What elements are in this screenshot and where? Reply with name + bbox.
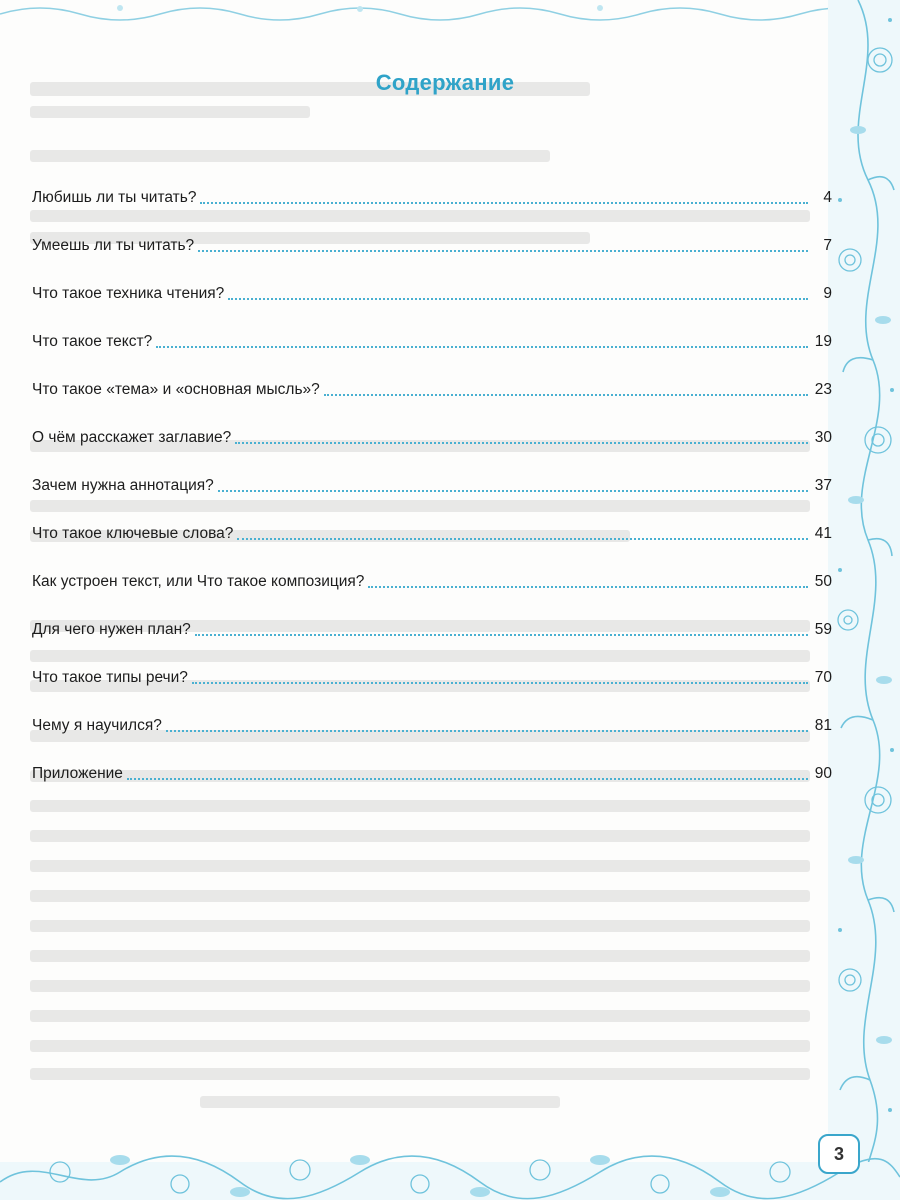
dot-leader [127, 778, 808, 780]
dot-leader [192, 682, 808, 684]
toc-entry [32, 640, 832, 688]
toc-entry [32, 208, 832, 256]
toc-entry-title: Что такое текст? [32, 333, 153, 350]
toc-entry-page: 37 [814, 477, 832, 494]
dot-leader [198, 250, 808, 252]
dot-leader [237, 538, 808, 540]
toc-entry [32, 256, 832, 304]
page-title: Содержание [375, 70, 515, 95]
toc-entry-title: Для чего нужен план? [32, 621, 191, 638]
toc-entry-page: 41 [814, 525, 832, 542]
toc-entry-title: О чём расскажет заглавие? [32, 429, 232, 446]
toc-entry-page: 9 [823, 285, 832, 302]
toc-entry [32, 688, 832, 736]
dot-leader [324, 394, 808, 396]
dot-leader [235, 442, 808, 444]
dot-leader [195, 634, 808, 636]
toc-entry [32, 352, 832, 400]
toc-entry [32, 304, 832, 352]
toc-entry-title: Что такое «тема» и «основная мысль»? [32, 381, 320, 398]
toc-entry-page: 30 [814, 429, 832, 446]
toc-entry-title: Любишь ли ты читать? [32, 189, 197, 206]
toc-entry-page: 90 [814, 765, 832, 782]
floral-ornament-top [0, 0, 900, 22]
toc-entry-title: Что такое типы речи? [32, 669, 188, 686]
dot-leader [368, 586, 808, 588]
dot-leader [200, 202, 808, 204]
floral-ornament-bottom [0, 1122, 900, 1200]
dot-leader [156, 346, 808, 348]
dot-leader [228, 298, 808, 300]
toc-entry [32, 736, 832, 784]
page-number: 3 [833, 1143, 844, 1164]
toc-entry-title: Умеешь ли ты читать? [32, 237, 195, 254]
toc-entry-page: 7 [823, 237, 832, 254]
toc-entry-title: Чему я научился? [32, 717, 162, 734]
toc-entry [32, 448, 832, 496]
toc-entry-title: Что такое техника чтения? [32, 285, 225, 302]
toc-entry-title: Как устроен текст, или Что такое композиция? [32, 573, 365, 590]
page-number-badge [818, 1134, 860, 1174]
dot-leader [166, 730, 808, 732]
toc-entry-page: 50 [814, 573, 832, 590]
toc-entry-title: Зачем нужна аннотация? [32, 477, 214, 494]
table-of-contents [32, 160, 832, 784]
toc-entry-page: 59 [814, 621, 832, 638]
toc-entry-page: 23 [814, 381, 832, 398]
toc-entry-page: 70 [814, 669, 832, 686]
toc-entry-title: Приложение [32, 765, 123, 782]
toc-entry-page: 4 [823, 189, 832, 206]
dot-leader [218, 490, 808, 492]
toc-entry [32, 544, 832, 592]
toc-entry [32, 592, 832, 640]
toc-entry-page: 81 [814, 717, 832, 734]
toc-entry [32, 400, 832, 448]
toc-entry [32, 160, 832, 208]
floral-ornament-right [828, 0, 900, 1200]
toc-entry [32, 496, 832, 544]
toc-entry-title: Что такое ключевые слова? [32, 525, 234, 542]
toc-entry-page: 19 [814, 333, 832, 350]
